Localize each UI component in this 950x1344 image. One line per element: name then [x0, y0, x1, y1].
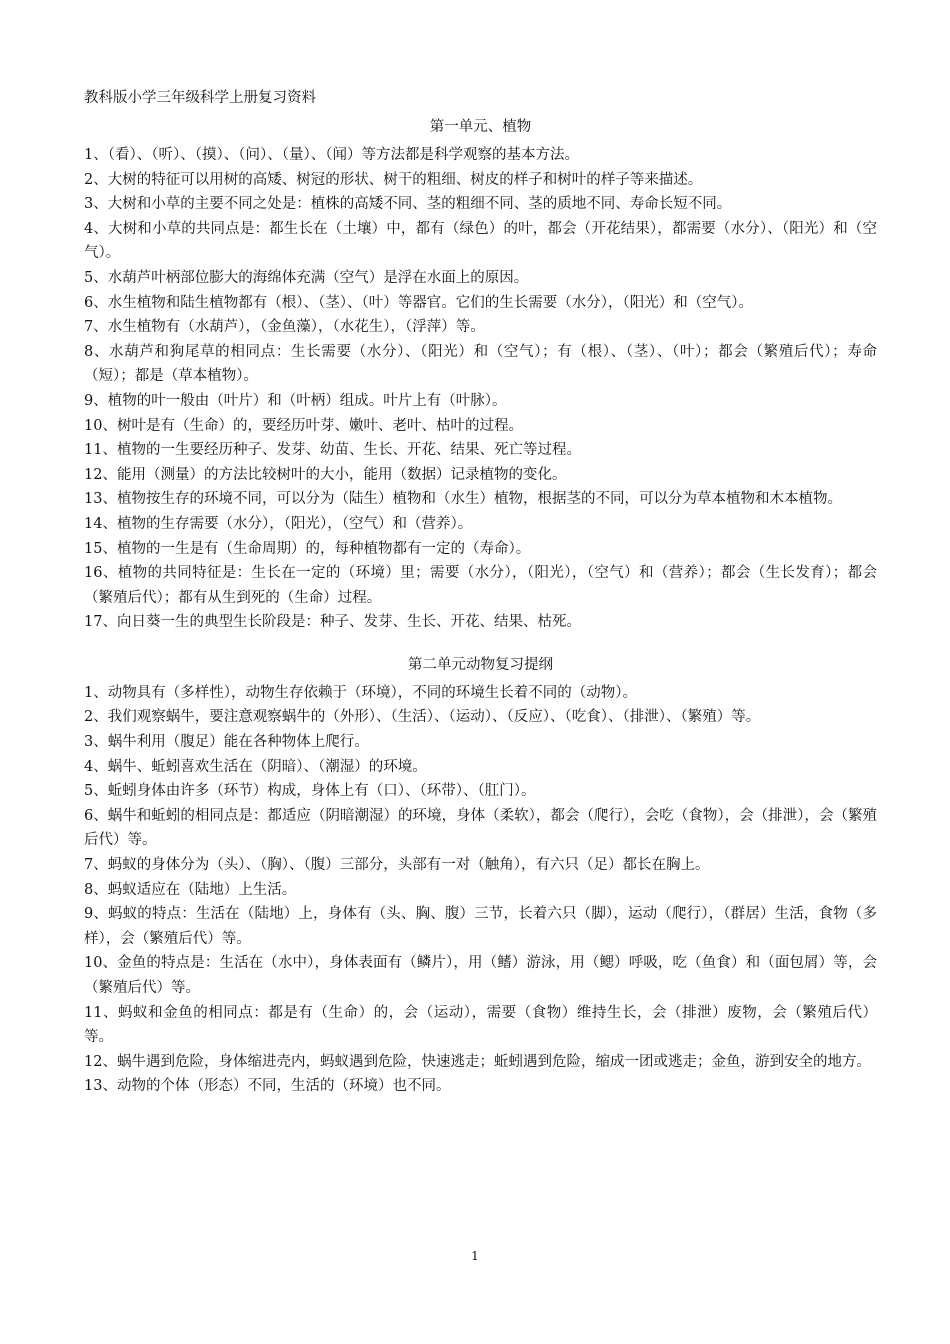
list-item: 10、金鱼的特点是：生活在（水中），身体表面有（鳞片），用（鳍）游泳，用（鳃）呼吸，吃（鱼食）和（面包屑）等，会（繁殖后代）等。 [84, 955, 877, 996]
document-page [84, 86, 877, 1099]
list-item: 13、植物按生存的环境不同，可以分为（陆生）植物和（水生）植物，根据茎的不同，可以分为草本植物和木本植物。 [84, 491, 842, 508]
list-item: 4、大树和小草的共同点是：都生长在（土壤）中，都有（绿色）的叶，都会（开花结果），都需要（水分）、（阳光）和（空气）。 [84, 220, 877, 262]
section-animals [84, 653, 877, 1099]
section-heading-plants: 第一单元、植物 [429, 119, 532, 135]
list-item: 10、树叶是有（生命）的，要经历叶芽、嫩叶、老叶、枯叶的过程。 [84, 417, 523, 434]
list-item: 12、蜗牛遇到危险，身体缩进壳内，蚂蚁遇到危险，快速逃走；蚯蚓遇到危险，缩成一团或逃走；金鱼，游到安全的地方。 [84, 1053, 871, 1070]
list-item: 15、植物的一生是有（生命周期）的，每种植物都有一定的（寿命）。 [84, 540, 531, 557]
list-item: 9、植物的叶一般由（叶片）和（叶柄）组成。叶片上有（叶脉）。 [84, 392, 507, 409]
list-item: 13、动物的个体（形态）不同，生活的（环境）也不同。 [84, 1078, 451, 1095]
list-item: 4、蜗牛、蚯蚓喜欢生活在（阴暗）、（潮湿）的环境。 [84, 758, 427, 775]
list-item: 5、蚯蚓身体由许多（环节）构成，身体上有（口）、（环带）、（肛门）。 [84, 783, 536, 800]
list-item: 16、植物的共同特征是：生长在一定的（环境）里；需要（水分），（阳光），（空气）和（营养）；都会（生长发育）；都会（繁殖后代）；都有从生到死的（生命）过程。 [84, 565, 877, 606]
list-item: 1、（看）、（听）、（摸）、（问）、（量）、（闻）等方法都是科学观察的基本方法。 [84, 147, 579, 163]
list-item: 5、水葫芦叶柄部位膨大的海绵体充满（空气）是浮在水面上的原因。 [84, 269, 529, 286]
document-title: 教科版小学三年级科学上册复习资料 [84, 90, 316, 106]
list-item: 2、我们观察蜗牛，要注意观察蜗牛的（外形）、（生活）、（运动）、（反应）、（吃食）、（排泄）、（繁殖）等。 [84, 709, 761, 726]
list-item: 8、蚂蚁适应在（陆地）上生活。 [84, 881, 297, 898]
plants-item-list [84, 143, 877, 635]
list-item: 17、向日葵一生的典型生长阶段是：种子、发芽、生长、开花、结果、枯死。 [84, 614, 581, 631]
section-plants [84, 115, 877, 635]
list-item: 1、动物具有（多样性），动物生存依赖于（环境），不同的环境生长着不同的（动物）。 [84, 684, 637, 701]
page-number: 1 [471, 1249, 479, 1263]
list-item: 6、蜗牛和蚯蚓的相同点是：都适应（阴暗潮湿）的环境，身体（柔软），都会（爬行），会吃（食物），会（排泄），会（繁殖后代）等。 [84, 807, 877, 849]
list-item: 2、大树的特征可以用树的高矮、树冠的形状、树干的粗细、树皮的样子和树叶的样子等来描述。 [84, 171, 703, 188]
list-item: 11、植物的一生要经历种子、发芽、幼苗、生长、开花、结果、死亡等过程。 [84, 442, 581, 459]
list-item: 3、大树和小草的主要不同之处是：植株的高矮不同、茎的粗细不同、茎的质地不同、寿命长短不同。 [84, 196, 732, 213]
list-item: 7、水生植物有（水葫芦），（金鱼藻），（水花生），（浮萍）等。 [84, 319, 485, 336]
list-item: 6、水生植物和陆生植物都有（根）、（茎）、（叶）等器官。它们的生长需要（水分），（阳光）和（空气）。 [84, 294, 753, 311]
list-item: 3、蜗牛利用（腹足）能在各种物体上爬行。 [84, 734, 369, 751]
list-item: 11、蚂蚁和金鱼的相同点：都是有（生命）的，会（运动），需要（食物）维持生长，会（排泄）废物，会（繁殖后代）等。 [84, 1004, 877, 1046]
section-heading-animals: 第二单元动物复习提纲 [408, 656, 553, 673]
list-item: 7、蚂蚁的身体分为（头）、（胸）、（腹）三部分，头部有一对（触角），有六只（足）都长在胸上。 [84, 857, 710, 874]
list-item: 12、能用（测量）的方法比较树叶的大小，能用（数据）记录植物的变化。 [84, 466, 567, 483]
list-item: 8、水葫芦和狗尾草的相同点：生长需要（水分）、（阳光）和（空气）；有（根）、（茎）、（叶）；都会（繁殖后代）；寿命（短）；都是（草本植物）。 [84, 343, 877, 385]
list-item: 9、蚂蚁的特点：生活在（陆地）上，身体有（头、胸、腹）三节，长着六只（脚），运动（爬行），（群居）生活，食物（多样），会（繁殖后代）等。 [84, 906, 877, 947]
animals-item-list [84, 681, 877, 1099]
list-item: 14、植物的生存需要（水分），（阳光），（空气）和（营养）。 [84, 515, 473, 532]
